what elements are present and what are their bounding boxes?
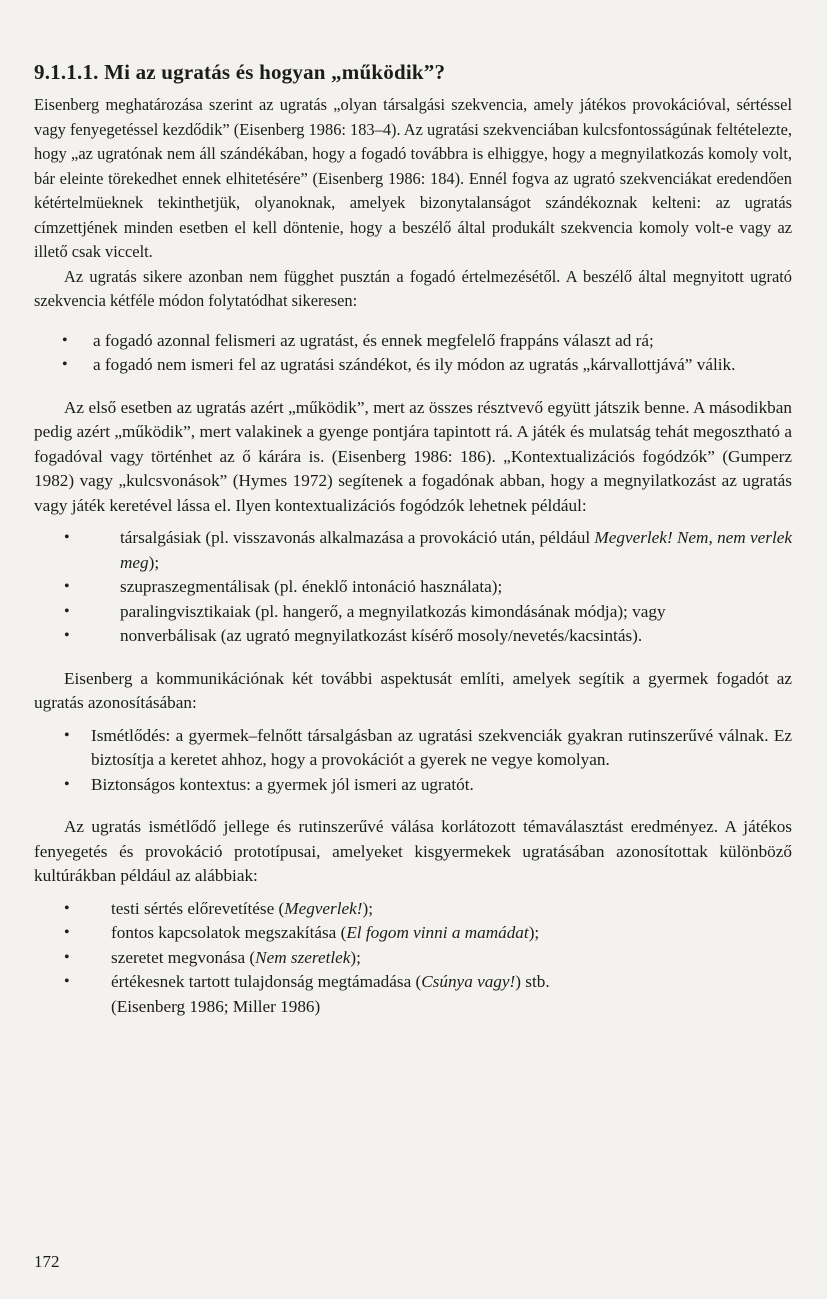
intro-paragraph-2: Az ugratás sikere azonban nem függhet pusztán a fogadó értelmezésétől. A beszélő által megnyitott ugrató szekvencia kétféle módon folytatódhat sikeresen:	[34, 266, 792, 310]
prototypes-list	[34, 897, 792, 1020]
example-quote: El fogom vinni a mamádat	[346, 923, 529, 942]
list-item-text: szeretet megvonása (	[111, 947, 256, 967]
example-quote: Megverlek! Nem, nem verlek meg	[120, 528, 792, 572]
list-item	[34, 946, 792, 971]
list-item: • a fogadó nem ismeri fel az ugratási szándékot, és ily módon az ugratás „kárvallottjává” válik.	[34, 353, 792, 378]
list-item-text: fontos kapcsolatok megszakítása (	[111, 923, 347, 942]
list-item: • Ismétlődés: a gyermek–felnőtt társalgásban az ugratási szekvenciák gyakran rutinszerűvé válnak. Ez biztosítja a keretet ahhoz, hogy a provokációt a gyerek ne vegye komolyan.	[34, 724, 792, 773]
aspects-list	[34, 724, 792, 798]
paragraph-prototypes: Az ugratás ismétlődő jellege és rutinszerűvé válása korlátozott témaválasztást eredményez. A játékos fenyegetés és provokáció prototípusai, amelyeket kisgyermekek ugratásában azonosítottak különböző kultúrákban például az alábbiak:	[34, 817, 792, 885]
list-item: • paralingvisztikaiak (pl. hangerő, a megnyilatkozás kimondásának módja); vagy	[34, 600, 792, 625]
list-item-end: );	[350, 947, 361, 967]
section-title: Mi az ugratás és hogyan „működik”?	[104, 60, 446, 84]
section-number: 9.1.1.1.	[34, 60, 99, 84]
intro-block	[34, 93, 792, 314]
list-item-text: testi sértés előrevetítése (	[111, 898, 285, 918]
list-item-text: társalgásiak (pl. visszavonás alkalmazása a provokáció után, például	[120, 528, 595, 547]
list-item: • szupraszegmentálisak (pl. éneklő intonáció használata);	[34, 575, 792, 600]
paragraph-aspects: Eisenberg a kommunikációnak két további aspektusát említi, amelyek segítik a gyermek fogadót az ugratás azonosításában:	[34, 668, 792, 712]
list-item-end: );	[362, 898, 373, 918]
example-quote: Nem szeretlek	[255, 947, 351, 967]
example-quote: Csúnya vagy!	[421, 972, 516, 991]
success-modes-list	[34, 329, 792, 378]
list-item	[34, 921, 792, 946]
page-number: 172	[34, 1252, 60, 1271]
list-item: • a fogadó azonnal felismeri az ugratást, és ennek megfelelő frappáns választ ad rá;	[34, 329, 792, 354]
list-item	[34, 970, 792, 1019]
section-heading	[34, 60, 792, 85]
example-quote: Megverlek!	[284, 898, 363, 918]
list-item-end: ) stb.	[515, 972, 550, 991]
list-item	[34, 897, 792, 922]
paragraph-first-case: Az első esetben az ugratás azért „működik”, mert az összes résztvevő együtt játszik benne. A másodikban pedig azért „működik”, mert valakinek a gyenge pontjára tapintott rá. A játék és mulatság tehát megosztható a fogadóval vagy történhet az ő kárára is. (Eisenberg 1986: 186). „Kontextualizációs fogódzók” (Gumperz 1982) vagy „kulcsvonások” (Hymes 1972) segítenek a fogadónak abban, hogy a megnyilatkozást az ugratás vagy játék keretével lássa el. Ilyen kontextualizációs fogódzók lehetnek például:	[34, 397, 792, 515]
list-item-end: );	[148, 552, 160, 572]
list-item-end: );	[528, 923, 540, 942]
list-item	[34, 526, 792, 575]
cues-list	[34, 526, 792, 649]
page-body	[34, 60, 792, 1019]
intro-paragraph: Eisenberg meghatározása szerint az ugratás „olyan társalgási szekvencia, amely játékos provokációval, sértéssel vagy fenyegetéssel kezdődik” (Eisenberg 1986: 183–4). Az ugratási szekvenciában kulcsfontosságúnak feltételezte, hogy „az ugratónak nem áll szándékában, hogy a fogadó továbbra is elhiggye, hogy a megnyilatkozás komoly volt, bár eleinte törekedhet ennek elhitetésére” (Eisenberg 1986: 184). Ennél fogva az ugrató szekvenciákat eredendően kétértelmüeknek tekinthetjük, olyanoknak, amelyek bizonytalanságot szándékoznak kelteni: az ugratás címzettjének minden esetben el kell döntenie, hogy a beszélő által produkált szekvencia komoly volt-e vagy az illető csak viccelt.	[34, 95, 792, 261]
citation: (Eisenberg 1986; Miller 1986)	[111, 996, 321, 1016]
list-item: • Biztonságos kontextus: a gyermek jól ismeri az ugratót.	[34, 773, 792, 798]
list-item: • nonverbálisak (az ugrató megnyilatkozást kísérő mosoly/nevetés/kacsintás).	[34, 624, 792, 649]
list-item-text: értékesnek tartott tulajdonság megtámadása (	[111, 972, 422, 991]
